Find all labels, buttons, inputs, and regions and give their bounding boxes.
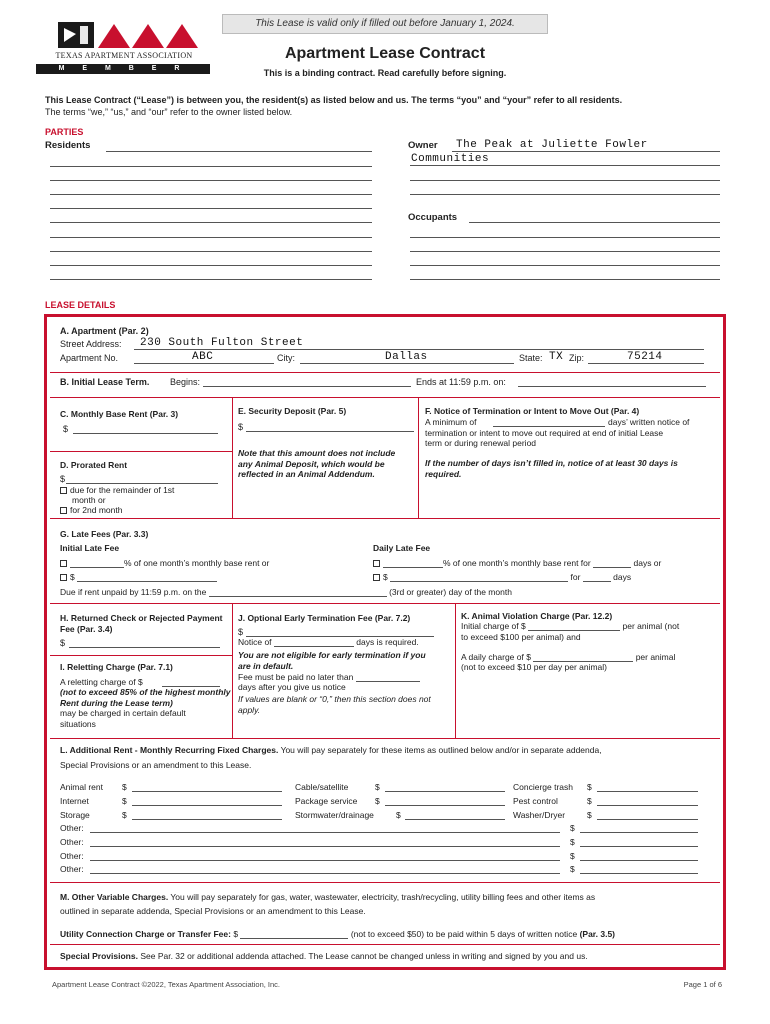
- prorated-1st-month-checkbox[interactable]: [60, 487, 67, 494]
- city-line: [300, 363, 514, 364]
- charge-washer-dryer: Washer/Dryer: [513, 810, 566, 820]
- monthly-rent-line[interactable]: [73, 433, 218, 434]
- charge-concierge-trash: Concierge trash: [513, 782, 574, 792]
- early-termination-note-2: If values are blank or “0,” then this section does not apply.: [238, 694, 431, 715]
- initial-late-percent-checkbox[interactable]: [60, 560, 67, 567]
- initial-late-percent-line[interactable]: [70, 567, 124, 568]
- begins-line[interactable]: [203, 386, 411, 387]
- prorated-rent-line[interactable]: [66, 483, 218, 484]
- section-m-text: You will pay separately for gas, water, wastewater, electricity, trash/recycling, utility billing fees and other items as: [170, 892, 596, 902]
- animal-initial-limit: to exceed $100 per animal) and: [461, 632, 581, 642]
- resident-line-1[interactable]: [106, 151, 372, 152]
- owner-line-3[interactable]: [410, 180, 720, 181]
- other-desc-line-3[interactable]: [90, 860, 560, 861]
- other-desc-line-4[interactable]: [90, 873, 560, 874]
- package-line[interactable]: [385, 805, 505, 806]
- section-g-divider: [50, 518, 720, 519]
- notice-text-4: term or during renewal period: [425, 438, 537, 448]
- charge-other-1: Other:: [60, 823, 84, 833]
- pest-control-line[interactable]: [597, 805, 698, 806]
- zip-value[interactable]: 75214: [627, 351, 663, 363]
- street-line: [134, 349, 704, 350]
- early-termination-note-1: You are not eligible for early termination if you are in default.: [238, 650, 426, 671]
- section-m-divider: [50, 882, 720, 883]
- owner-line-1: [452, 151, 720, 152]
- city-label: City:: [277, 353, 295, 363]
- initial-late-percent-text: % of one month’s monthly base rent or: [124, 558, 270, 568]
- occupants-label: Occupants: [408, 212, 458, 223]
- charge-col1-dollar-3: $: [122, 810, 127, 820]
- resident-line-3[interactable]: [50, 180, 372, 181]
- late-fee-due-suffix: (3rd or greater) day of the month: [389, 587, 512, 597]
- internet-line[interactable]: [132, 805, 282, 806]
- section-f-title: F. Notice of Termination or Intent to Move Out (Par. 4): [425, 406, 640, 416]
- section-h-title: H. Returned Check or Rejected Payment Fee (Par. 3.4): [60, 613, 223, 634]
- residents-label: Residents: [45, 140, 91, 151]
- security-deposit-line[interactable]: [246, 431, 414, 432]
- other-desc-line-2[interactable]: [90, 846, 560, 847]
- early-termination-notice: [238, 637, 419, 647]
- j-k-vertical-divider: [455, 604, 456, 738]
- other-dollar-3: $: [570, 851, 575, 861]
- animal-daily-charge: [461, 652, 675, 662]
- early-termination-notice-days-line[interactable]: [274, 646, 354, 647]
- daily-late-dollar-sign: $: [383, 572, 388, 582]
- animal-initial-charge-line[interactable]: [528, 630, 620, 631]
- section-m-text-2: outlined in separate addenda, Special Provisions or an amendment to this Lease.: [60, 906, 366, 916]
- charge-pest-control: Pest control: [513, 796, 558, 806]
- charge-col1-dollar-2: $: [122, 796, 127, 806]
- state-value[interactable]: TX: [549, 351, 564, 363]
- utility-connection-par: (Par. 3.5): [579, 929, 615, 939]
- charge-col3-dollar-1: $: [587, 782, 592, 792]
- late-fee-due-day-line[interactable]: [209, 596, 387, 597]
- other-dollar-4: $: [570, 864, 575, 874]
- special-provisions-title: Special Provisions.: [60, 951, 138, 961]
- section-b-title: B. Initial Lease Term.: [60, 377, 150, 387]
- section-cdef-divider: [50, 397, 720, 398]
- charge-cable: Cable/satellite: [295, 782, 349, 792]
- washer-dryer-line[interactable]: [597, 819, 698, 820]
- daily-late-dollar-line[interactable]: [390, 581, 568, 582]
- charge-col2-dollar-3: $: [396, 810, 401, 820]
- notice-text-1: A minimum of: [425, 417, 477, 427]
- daily-late-for-days-line[interactable]: [583, 581, 611, 582]
- section-m-title: M. Other Variable Charges.: [60, 892, 169, 902]
- early-termination-fee-days-line[interactable]: [356, 681, 420, 682]
- animal-rent-line[interactable]: [132, 791, 282, 792]
- h-j-vertical-divider: [232, 604, 233, 738]
- charge-col1-dollar-1: $: [122, 782, 127, 792]
- early-termination-notice-suffix: days is required.: [356, 637, 419, 647]
- apt-line: [134, 363, 274, 364]
- prorated-option-1[interactable]: [60, 485, 174, 495]
- resident-line-8[interactable]: [50, 251, 372, 252]
- reletting-note: (not to exceed 85% of the highest monthly Rent during the Lease term): [60, 687, 231, 708]
- daily-late-percent-text: % of one month’s monthly base rent for: [443, 558, 591, 568]
- resident-line-5[interactable]: [50, 208, 372, 209]
- street-label: Street Address:: [60, 339, 122, 349]
- prorated-2nd-month-checkbox[interactable]: [60, 507, 67, 514]
- apt-label: Apartment No.: [60, 353, 119, 363]
- daily-late-percent-line[interactable]: [383, 567, 443, 568]
- notice-days-line[interactable]: [493, 426, 605, 427]
- section-c-title: C. Monthly Base Rent (Par. 3): [60, 409, 179, 419]
- storage-line[interactable]: [132, 819, 282, 820]
- resident-line-9[interactable]: [50, 265, 372, 266]
- prorated-option-1b: month or: [72, 495, 106, 505]
- occupant-line-4[interactable]: [410, 265, 720, 266]
- charge-internet: Internet: [60, 796, 89, 806]
- early-termination-notice-label: Notice of: [238, 637, 272, 647]
- charge-col2-dollar-1: $: [375, 782, 380, 792]
- occupant-line-2[interactable]: [410, 237, 720, 238]
- reletting-text-1: A reletting charge of $: [60, 677, 143, 687]
- initial-late-dollar-line[interactable]: [77, 581, 217, 582]
- owner-value-2[interactable]: Communities: [411, 153, 490, 165]
- footer-page-number: Page 1 of 6: [683, 980, 722, 989]
- section-d-title: D. Prorated Rent: [60, 460, 128, 470]
- section-a-title: A. Apartment (Par. 2): [60, 326, 149, 336]
- reletting-text-2: may be charged in certain default situations: [60, 708, 186, 729]
- daily-late-fee-opt2[interactable]: [373, 572, 631, 582]
- security-deposit-note: Note that this amount does not include any Animal Deposit, which would be reflected in an Animal Addendum.: [238, 448, 396, 479]
- initial-late-dollar-checkbox[interactable]: [60, 574, 67, 581]
- occupant-line-3[interactable]: [410, 251, 720, 252]
- owner-label: Owner: [408, 140, 438, 151]
- animal-daily-charge-label: A daily charge of $: [461, 652, 531, 662]
- prorated-option-1-text: due for the remainder of 1st: [70, 485, 175, 495]
- cable-line[interactable]: [385, 791, 505, 792]
- section-hijk-divider: [50, 603, 720, 604]
- prorated-option-2[interactable]: [60, 505, 122, 515]
- member-text: M E M B E R: [58, 65, 188, 72]
- charge-other-4: Other:: [60, 864, 84, 874]
- charge-package: Package service: [295, 796, 358, 806]
- owner-line-4[interactable]: [410, 194, 720, 195]
- early-termination-fee-label: Fee must be paid no later than: [238, 672, 354, 682]
- utility-connection-text: (not to exceed $50) to be paid within 5 days of written notice: [350, 929, 578, 939]
- charge-other-2: Other:: [60, 837, 84, 847]
- resident-line-2[interactable]: [50, 166, 372, 167]
- city-value[interactable]: Dallas: [385, 351, 428, 363]
- resident-line-7[interactable]: [50, 237, 372, 238]
- charge-animal-rent: Animal rent: [60, 782, 103, 792]
- utility-connection-label: Utility Connection Charge or Transfer Fee:: [60, 929, 231, 939]
- prorated-option-2-text: for 2nd month: [70, 505, 123, 515]
- footer-left: Apartment Lease Contract ©2022, Texas Apartment Association, Inc.: [52, 980, 281, 989]
- returned-check-fee-line[interactable]: [69, 647, 220, 648]
- late-fee-due-text: [60, 587, 512, 597]
- daily-late-dollar-checkbox[interactable]: [373, 574, 380, 581]
- section-d-dollar: $: [60, 474, 66, 484]
- initial-late-fee-opt1[interactable]: [60, 558, 269, 568]
- notice-note: If the number of days isn’t filled in, notice of at least 30 days is required.: [425, 458, 678, 479]
- page-subtitle: This is a binding contract. Read carefully before signing.: [263, 68, 507, 78]
- other-amount-line-3[interactable]: [580, 860, 698, 861]
- special-provisions-row: [60, 951, 588, 961]
- section-l-title: L. Additional Rent - Monthly Recurring Fixed Charges.: [60, 745, 279, 755]
- c-d-divider: [50, 451, 232, 452]
- section-g-title: G. Late Fees (Par. 3.3): [60, 529, 149, 539]
- animal-initial-charge-suffix: per animal (not: [622, 621, 680, 631]
- daily-late-percent-checkbox[interactable]: [373, 560, 380, 567]
- section-e-dollar: $: [238, 422, 244, 432]
- charge-storage: Storage: [60, 810, 90, 820]
- early-termination-fee-text-2: days after you give us notice: [238, 682, 346, 692]
- begins-label: Begins:: [170, 377, 201, 387]
- charge-col3-dollar-3: $: [587, 810, 592, 820]
- other-dollar-1: $: [570, 823, 575, 833]
- concierge-trash-line[interactable]: [597, 791, 698, 792]
- animal-daily-limit: (not to exceed $10 per day per animal): [461, 662, 608, 672]
- late-fee-due-label: Due if rent unpaid by 11:59 p.m. on the: [60, 587, 207, 597]
- occupant-line-1[interactable]: [469, 222, 720, 223]
- lease-details-heading: LEASE DETAILS: [45, 300, 116, 310]
- section-c-dollar: $: [63, 424, 69, 434]
- e-f-vertical-divider: [418, 398, 419, 518]
- zip-line: [588, 363, 704, 364]
- initial-late-fee-opt2[interactable]: [60, 572, 217, 582]
- owner-line-2: [410, 165, 720, 166]
- daily-late-for-text: for: [570, 572, 581, 582]
- animal-initial-charge: [461, 621, 679, 631]
- special-provisions-text: See Par. 32 or additional addenda attached. The Lease cannot be changed unless in writing and signed by you and us.: [140, 951, 588, 961]
- daily-late-days-line[interactable]: [593, 567, 631, 568]
- ends-line[interactable]: [518, 386, 706, 387]
- section-l-text-2: Special Provisions or an amendment to this Lease.: [60, 760, 252, 770]
- owner-value-1[interactable]: The Peak at Juliette Fowler: [456, 139, 648, 151]
- early-termination-fee-text-1: [238, 672, 420, 682]
- intro-line-2: The terms “we,” “us,” and “our” refer to the owner listed below.: [45, 107, 293, 117]
- animal-initial-charge-label: Initial charge of $: [461, 621, 526, 631]
- taa-logo: [36, 20, 210, 76]
- page-title: Apartment Lease Contract: [284, 45, 486, 62]
- section-k-title: K. Animal Violation Charge (Par. 12.2): [461, 611, 613, 621]
- daily-late-days-text: days or: [633, 558, 662, 568]
- association-name: TEXAS APARTMENT ASSOCIATION: [55, 51, 193, 60]
- section-l-divider: [50, 738, 720, 739]
- charge-col3-dollar-2: $: [587, 796, 592, 806]
- other-amount-line-2[interactable]: [580, 846, 698, 847]
- charge-other-3: Other:: [60, 851, 84, 861]
- charge-stormwater: Stormwater/drainage: [295, 810, 374, 820]
- notice-text-2: days’ written notice of: [608, 417, 690, 427]
- state-label: State:: [519, 353, 543, 363]
- occupant-line-5[interactable]: [410, 279, 720, 280]
- daily-late-fee-opt1[interactable]: [373, 558, 661, 568]
- other-amount-line-4[interactable]: [580, 873, 698, 874]
- other-amount-line-1[interactable]: [580, 832, 698, 833]
- section-l-text: You will pay separately for these items as outlined below and/or in separate addenda,: [280, 745, 602, 755]
- resident-line-10[interactable]: [50, 279, 372, 280]
- apt-value[interactable]: ABC: [192, 351, 214, 363]
- notice-text-3: termination or intent to move out required at end of initial Lease: [425, 428, 664, 438]
- street-value[interactable]: 230 South Fulton Street: [140, 337, 304, 349]
- initial-late-fee-label: Initial Late Fee: [60, 543, 120, 553]
- h-i-divider: [50, 655, 232, 656]
- c-e-vertical-divider: [232, 398, 233, 518]
- section-j-dollar: $: [238, 627, 244, 637]
- other-dollar-2: $: [570, 837, 575, 847]
- section-e-title: E. Security Deposit (Par. 5): [238, 406, 347, 416]
- section-b-divider: [50, 372, 720, 373]
- parties-heading: PARTIES: [45, 127, 84, 137]
- utility-connection-fee-line[interactable]: [240, 938, 348, 939]
- resident-line-4[interactable]: [50, 194, 372, 195]
- utility-connection-row: [60, 929, 615, 939]
- validity-banner: This Lease is valid only if filled out before January 1, 2024.: [222, 14, 548, 34]
- other-desc-line-1[interactable]: [90, 832, 560, 833]
- section-m-header: [60, 892, 595, 902]
- utility-connection-dollar: $: [233, 929, 239, 939]
- resident-line-6[interactable]: [50, 222, 372, 223]
- daily-late-fee-label: Daily Late Fee: [373, 543, 431, 553]
- section-j-title: J. Optional Early Termination Fee (Par. 7.2): [238, 613, 411, 623]
- special-provisions-divider: [50, 944, 720, 945]
- animal-daily-charge-suffix: per animal: [635, 652, 676, 662]
- section-i-title: I. Reletting Charge (Par. 7.1): [60, 662, 173, 672]
- zip-label: Zip:: [569, 353, 585, 363]
- initial-late-dollar-sign: $: [70, 572, 75, 582]
- charge-col2-dollar-2: $: [375, 796, 380, 806]
- section-h-dollar: $: [60, 638, 66, 648]
- intro-line-1: This Lease Contract (“Lease”) is between you, the resident(s) as listed below and us. The terms “you” and “your” refer to all residents.: [45, 95, 623, 105]
- section-l-header: [60, 745, 602, 755]
- daily-late-days-label: days: [613, 572, 632, 582]
- ends-label: Ends at 11:59 p.m. on:: [416, 377, 506, 387]
- stormwater-line[interactable]: [405, 819, 505, 820]
